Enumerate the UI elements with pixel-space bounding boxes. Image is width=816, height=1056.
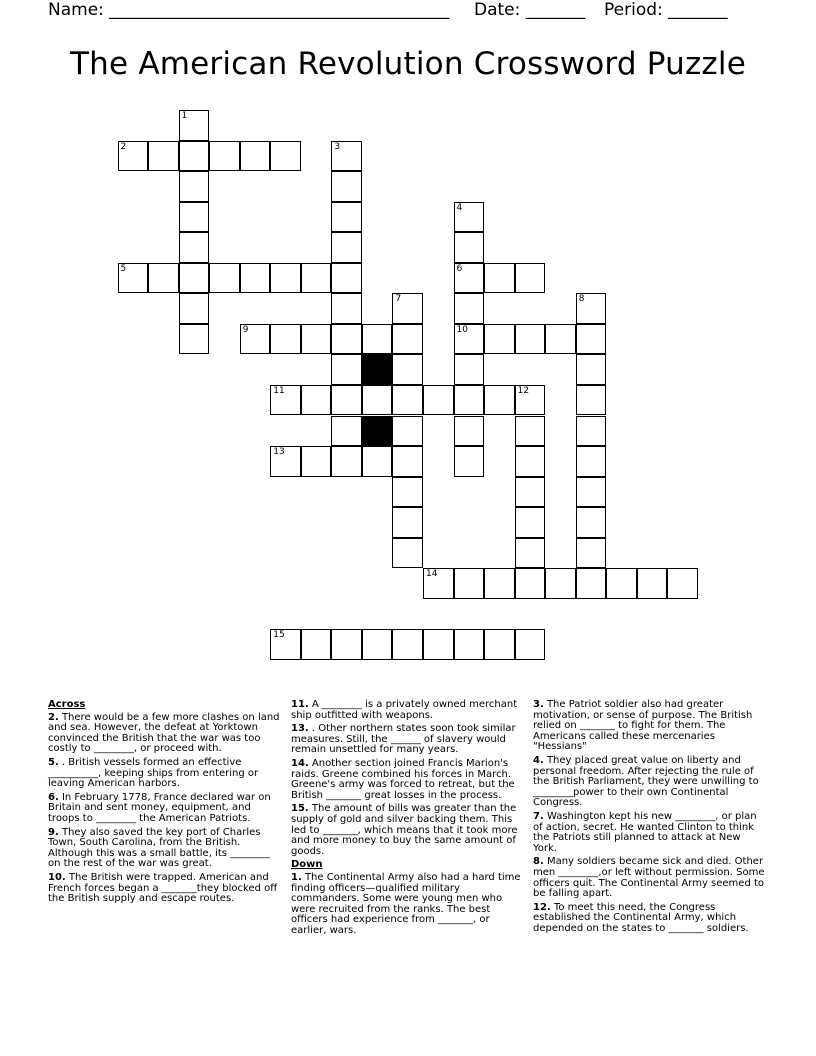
- grid-cell[interactable]: [270, 446, 301, 477]
- grid-cell[interactable]: [637, 568, 668, 599]
- grid-cell[interactable]: [392, 293, 423, 324]
- grid-cell[interactable]: [179, 110, 210, 141]
- grid-cell[interactable]: [301, 446, 332, 477]
- grid-cell[interactable]: [392, 477, 423, 508]
- grid-cell[interactable]: [362, 385, 393, 416]
- grid-cell[interactable]: [240, 263, 271, 294]
- name-field-label[interactable]: Name: ________________________________________: [48, 0, 450, 20]
- grid-cell[interactable]: [270, 385, 301, 416]
- clue-across-9: 9. They also saved the key port of Charles Town, South Carolina, from the British. Although this was a small battle, its ________ on the rest of the war was great.: [48, 826, 271, 870]
- across-heading: Across: [48, 699, 86, 710]
- clue-down-1: 1. The Continental Army also had a hard time finding officers—qualified military commanders. Some were young men who were recruited from the ranks. The best officers had experience from _______, or earlier, wars.: [291, 871, 521, 936]
- clue-number: 3: [334, 141, 341, 152]
- grid-cell[interactable]: [209, 263, 240, 294]
- grid-cell[interactable]: [515, 477, 546, 508]
- grid-cell[interactable]: [331, 385, 362, 416]
- grid-block: [362, 416, 393, 447]
- grid-cell[interactable]: [148, 263, 179, 294]
- clue-number: 10: [456, 324, 468, 335]
- grid-cell[interactable]: [331, 202, 362, 233]
- grid-cell[interactable]: [118, 141, 149, 172]
- down-heading: Down: [291, 859, 323, 871]
- grid-cell[interactable]: [515, 385, 546, 416]
- clue-number: 4: [456, 202, 463, 213]
- grid-cell[interactable]: [454, 293, 485, 324]
- grid-cell[interactable]: [240, 141, 271, 172]
- grid-cell[interactable]: [576, 416, 607, 447]
- grid-cell[interactable]: [179, 324, 210, 355]
- grid-cell[interactable]: [179, 141, 210, 172]
- grid-cell[interactable]: [179, 263, 210, 294]
- clue-number: 6: [456, 263, 463, 274]
- grid-cell[interactable]: [301, 324, 332, 355]
- clue-number: 7: [395, 294, 402, 305]
- grid-cell[interactable]: [179, 202, 210, 233]
- grid-cell[interactable]: [484, 629, 515, 660]
- grid-cell[interactable]: [331, 293, 362, 324]
- grid-cell[interactable]: [484, 568, 515, 599]
- clue-down-12: 12. To meet this need, the Congress established the Continental Army, which depended on the states to _______ soldiers.: [533, 901, 749, 934]
- grid-cell[interactable]: [515, 324, 546, 355]
- grid-cell[interactable]: [576, 354, 607, 385]
- grid-cell[interactable]: [362, 629, 393, 660]
- grid-cell[interactable]: [667, 568, 698, 599]
- grid-cell[interactable]: [331, 324, 362, 355]
- clue-number: 12: [517, 385, 530, 396]
- grid-cell[interactable]: [606, 568, 637, 599]
- clue-number: 1: [181, 111, 188, 121]
- date-field-label[interactable]: Date: _______: [474, 0, 586, 20]
- clue-number: 14: [426, 569, 438, 580]
- grid-cell[interactable]: [392, 507, 423, 538]
- clue-across-6: 6. In February 1778, France declared war on Britain and sent money, equipment, and troops to ________ the American Patriots.: [48, 791, 271, 824]
- clue-across-14: 14. Another section joined Francis Marion's raids. Greene combined his forces in March. Greene's army was forced to retreat, but the British _______ great losses in the process.: [291, 757, 515, 801]
- grid-cell[interactable]: [331, 629, 362, 660]
- grid-cell[interactable]: [392, 416, 423, 447]
- clue-down-7: 7. Washington kept his new ________, or plan of action, secret. He wanted Clinton to think the Patriots still planned to attack at New York.: [533, 810, 757, 854]
- clue-number: 15: [273, 630, 285, 641]
- grid-cell[interactable]: [362, 324, 393, 355]
- grid-cell[interactable]: [454, 263, 485, 294]
- grid-cell[interactable]: [454, 385, 485, 416]
- grid-cell[interactable]: [576, 477, 607, 508]
- grid-cell[interactable]: [576, 507, 607, 538]
- grid-cell[interactable]: [423, 568, 454, 599]
- grid-cell[interactable]: [362, 446, 393, 477]
- clue-across-15: 15. The amount of bills was greater than the supply of gold and silver backing them. This led to _______, which means that it took more and more money to buy the same amount of goods.: [291, 803, 518, 857]
- grid-cell[interactable]: [331, 446, 362, 477]
- grid-cell[interactable]: [392, 446, 423, 477]
- grid-cell[interactable]: [331, 263, 362, 294]
- clue-number: 2: [120, 141, 127, 152]
- grid-cell[interactable]: [301, 629, 332, 660]
- grid-cell[interactable]: [270, 629, 301, 660]
- grid-cell[interactable]: [331, 232, 362, 263]
- grid-cell[interactable]: [270, 263, 301, 294]
- grid-cell[interactable]: [392, 538, 423, 569]
- grid-cell[interactable]: [331, 354, 362, 385]
- grid-cell[interactable]: [576, 324, 607, 355]
- clue-column-1: [48, 700, 280, 908]
- clue-across-2: 2. There would be a few more clashes on land and sea. However, the defeat at Yorktown convinced the British that the war was too costly to ________, or proceed with.: [48, 711, 280, 755]
- clue-number: 9: [242, 324, 249, 335]
- grid-cell[interactable]: [240, 324, 271, 355]
- grid-cell[interactable]: [454, 416, 485, 447]
- grid-cell[interactable]: [423, 629, 454, 660]
- grid-cell[interactable]: [515, 568, 546, 599]
- grid-cell[interactable]: [454, 232, 485, 263]
- clue-number: 5: [120, 263, 127, 274]
- grid-cell[interactable]: [301, 263, 332, 294]
- clue-across-5: 5. . British vessels formed an effective __________, keeping ships from entering or leaving American harbors.: [48, 756, 259, 790]
- grid-cell[interactable]: [454, 354, 485, 385]
- grid-cell[interactable]: [484, 324, 515, 355]
- clue-down-3: 3. The Patriot soldier also had greater motivation, or sense of purpose. The British relied on _______ to fight for them. The Americans called these mercenaries "Hessians": [533, 699, 753, 753]
- grid-cell[interactable]: [423, 385, 454, 416]
- puzzle-title: The American Revolution Crossword Puzzle: [70, 46, 746, 82]
- grid-cell[interactable]: [392, 629, 423, 660]
- grid-cell[interactable]: [179, 293, 210, 324]
- grid-cell[interactable]: [270, 324, 301, 355]
- clue-down-4: 4. They placed great value on liberty and personal freedom. After rejecting the rule of the British Parliament, they were unwilling to ________power to their own Continental Congress.: [533, 754, 759, 809]
- grid-cell[interactable]: [148, 141, 179, 172]
- grid-cell[interactable]: [392, 324, 423, 355]
- grid-cell[interactable]: [331, 416, 362, 447]
- grid-cell[interactable]: [515, 629, 546, 660]
- grid-cell[interactable]: [331, 171, 362, 202]
- grid-cell[interactable]: [576, 446, 607, 477]
- clue-column-2: [291, 700, 523, 939]
- grid-cell[interactable]: [515, 507, 546, 538]
- grid-cell[interactable]: [576, 568, 607, 599]
- grid-cell[interactable]: [576, 538, 607, 569]
- grid-cell[interactable]: [484, 385, 515, 416]
- grid-cell[interactable]: [179, 232, 210, 263]
- clue-number: 11: [273, 385, 285, 396]
- grid-cell[interactable]: [301, 385, 332, 416]
- clue-down-8: 8. Many soldiers became sick and died. Other men ________,or left without permission. Some officers quit. The Continental Army seemed to be falling apart.: [533, 856, 765, 900]
- grid-cell[interactable]: [515, 538, 546, 569]
- clue-across-11: 11. A ________ is a privately owned merchant ship outfitted with weapons.: [291, 699, 518, 721]
- grid-cell[interactable]: [118, 263, 149, 294]
- grid-cell[interactable]: [392, 385, 423, 416]
- grid-cell[interactable]: [454, 202, 485, 233]
- period-field-label[interactable]: Period: _______: [604, 0, 728, 20]
- grid-cell[interactable]: [576, 385, 607, 416]
- grid-cell[interactable]: [576, 293, 607, 324]
- clue-across-13: 13. . Other northern states soon took similar measures. Still, the ______ of slavery would remain unsettled for many years.: [291, 723, 516, 756]
- clue-number: 13: [273, 447, 285, 458]
- clue-number: 8: [578, 294, 585, 305]
- grid-cell[interactable]: [179, 171, 210, 202]
- grid-cell[interactable]: [515, 416, 546, 447]
- grid-cell[interactable]: [331, 141, 362, 172]
- clue-column-3: [533, 700, 765, 937]
- grid-cell[interactable]: [454, 446, 485, 477]
- grid-cell[interactable]: [209, 141, 240, 172]
- grid-cell[interactable]: [270, 141, 301, 172]
- grid-cell[interactable]: [454, 629, 485, 660]
- grid-cell[interactable]: [515, 263, 546, 294]
- grid-cell[interactable]: [545, 568, 576, 599]
- grid-cell[interactable]: [515, 446, 546, 477]
- grid-cell[interactable]: [454, 324, 485, 355]
- grid-cell[interactable]: [545, 324, 576, 355]
- clue-across-10: 10. The British were trapped. American and French forces began a _______they blocked off the British supply and escape routes.: [48, 871, 278, 905]
- grid-cell[interactable]: [484, 263, 515, 294]
- grid-cell[interactable]: [454, 568, 485, 599]
- grid-cell[interactable]: [392, 354, 423, 385]
- grid-block: [362, 354, 393, 385]
